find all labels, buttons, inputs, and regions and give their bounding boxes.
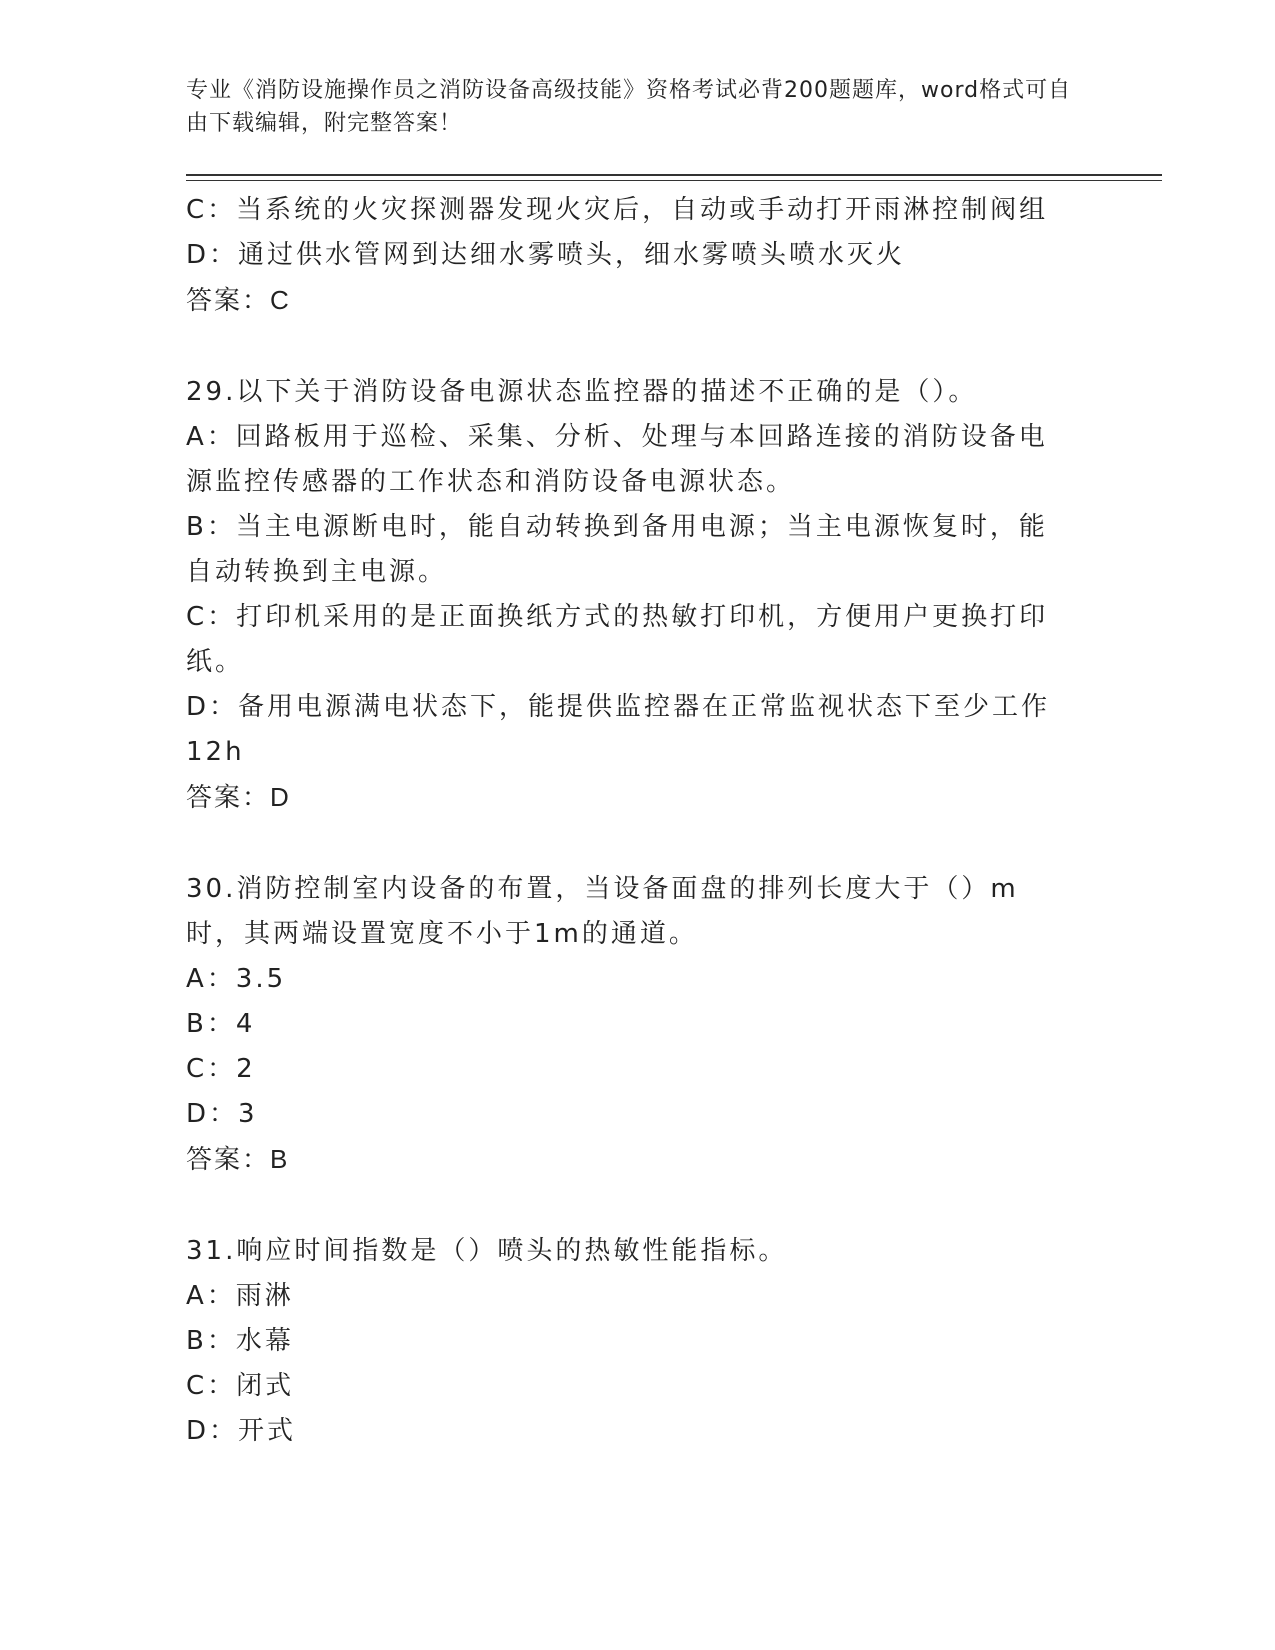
option-a: A：回路板用于巡检、采集、分析、处理与本回路连接的消防设备电源监控传感器的工作状态和消防设备电源状态。 (186, 422, 1048, 497)
answer-label: 答案： (186, 286, 271, 316)
option-a: A：雨淋 (186, 1281, 294, 1311)
question-29 (186, 370, 1076, 821)
option-d: D：开式 (186, 1416, 297, 1446)
question-text: 31.响应时间指数是（）喷头的热敏性能指标。 (186, 1236, 788, 1266)
question-list (186, 188, 1076, 1454)
spacer (186, 821, 1076, 867)
option-a: A：3.5 (186, 964, 287, 994)
answer-value: D (270, 782, 291, 812)
header-rule-thin (186, 180, 1162, 181)
answer-value: B (270, 1144, 290, 1174)
option-d: D：通过供水管网到达细水雾喷头，细水雾喷头喷水灭火 (186, 240, 906, 270)
option-c: C：打印机采用的是正面换纸方式的热敏打印机，方便用户更换打印纸。 (186, 602, 1049, 677)
answer-label: 答案： (186, 783, 271, 813)
spacer (186, 324, 1076, 370)
question-text: 30.消防控制室内设备的布置，当设备面盘的排列长度大于（）m时，其两端设置宽度不小于1m的通道。 (186, 874, 1019, 949)
header-rule-thick (186, 174, 1162, 176)
answer-label: 答案： (186, 1145, 271, 1175)
answer-line (186, 278, 1076, 324)
option-d: D：备用电源满电状态下，能提供监控器在正常监视状态下至少工作12h (186, 692, 1051, 767)
option-c: C：当系统的火灾探测器发现火灾后，自动或手动打开雨淋控制阀组 (186, 195, 1049, 225)
question-30 (186, 867, 1076, 1183)
option-c: C：闭式 (186, 1371, 295, 1401)
answer-value: C (270, 285, 291, 315)
spacer (186, 1183, 1076, 1229)
answer-line (186, 1137, 1076, 1183)
option-b: B：水幕 (186, 1326, 294, 1356)
answer-line (186, 775, 1076, 821)
question-28-continued (186, 188, 1076, 324)
document-header: 专业《消防设施操作员之消防设备高级技能》资格考试必背200题题库，word格式可自由下载编辑，附完整答案！ (186, 78, 1072, 136)
option-d: D：3 (186, 1099, 258, 1129)
question-31 (186, 1229, 1076, 1454)
option-b: B：4 (186, 1009, 256, 1039)
option-b: B：当主电源断电时，能自动转换到备用电源；当主电源恢复时，能自动转换到主电源。 (186, 512, 1048, 587)
question-text: 29.以下关于消防设备电源状态监控器的描述不正确的是（）。 (186, 377, 978, 407)
option-c: C：2 (186, 1054, 256, 1084)
